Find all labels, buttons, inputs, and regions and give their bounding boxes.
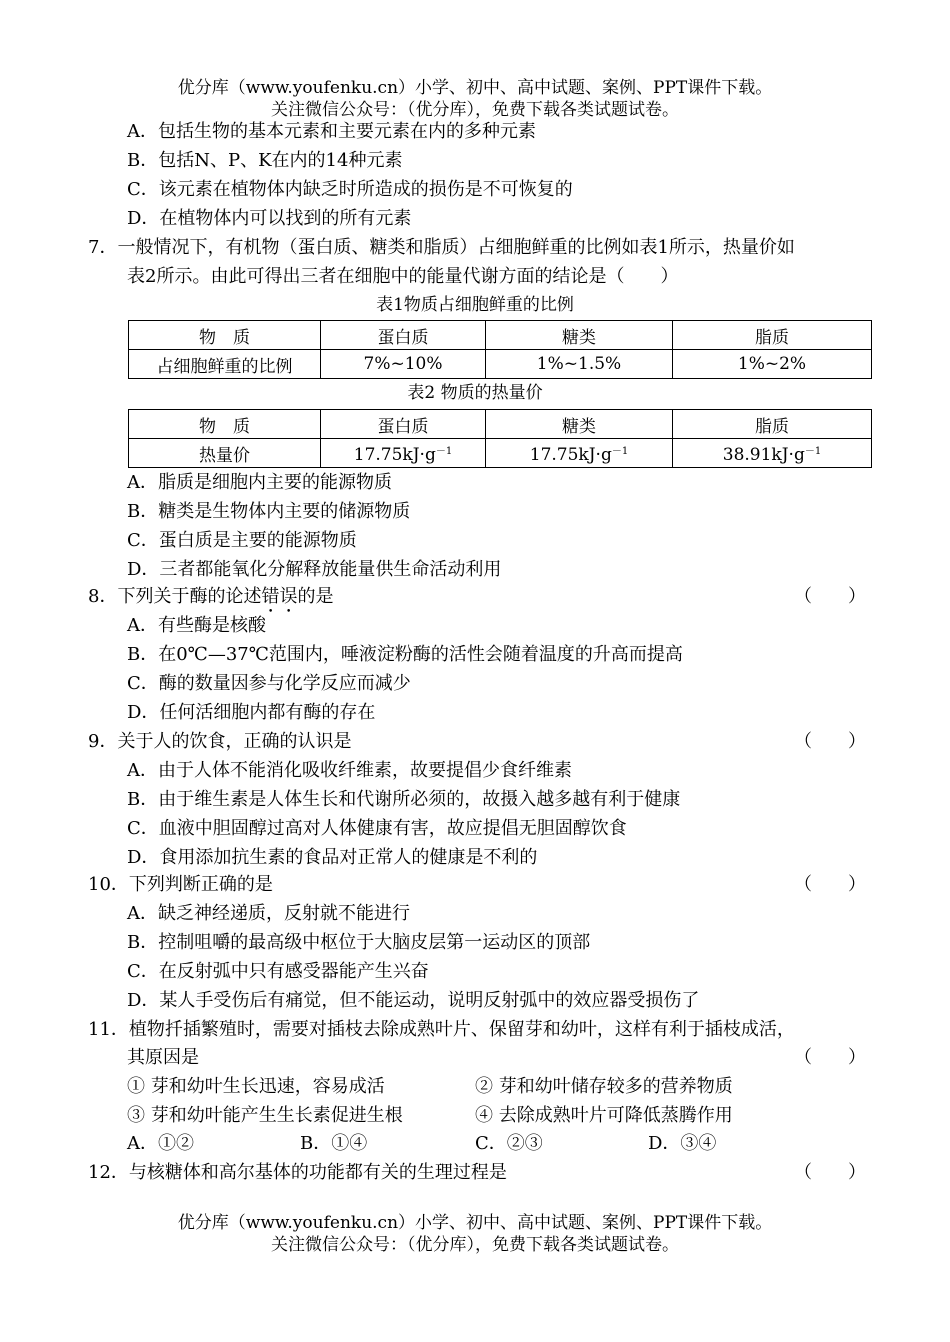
q12-answer-paren: （ ） [794,1162,866,1183]
q11-stem-line-2: 其原因是 [127,1047,199,1068]
table2-cell: 热量价 [129,439,321,468]
table1-caption: 表1物质占细胞鲜重的比例 [376,295,574,315]
q9-option-d: D．食用添加抗生素的食品对正常人的健康是不利的 [127,847,538,868]
q10-option-d: D．某人手受伤后有痛觉，但不能运动，说明反射弧中的效应器受损伤了 [127,990,700,1011]
table1-header-row [129,321,872,350]
q10-answer-paren: （ ） [794,874,866,895]
q12-stem: 12．与核糖体和高尔基体的功能都有关的生理过程是 [88,1162,507,1183]
q9-option-b: B．由于维生素是人体生长和代谢所必须的，故摄入越多越有利于健康 [127,789,681,810]
table2-value: 17.75kJ·g [353,444,436,465]
q11-reason-4: ④ 去除成熟叶片可降低蒸腾作用 [475,1105,733,1126]
footer-line-2: 关注微信公众号：（优分库），免费下载各类试题试卷。 [271,1235,679,1255]
q6-option-c: C．该元素在植物体内缺乏时所造成的损伤是不可恢复的 [127,179,573,200]
q9-stem: 9．关于人的饮食，正确的认识是 [88,731,352,752]
q7-option-a: A．脂质是细胞内主要的能源物质 [127,472,392,493]
table2-header-cell: 糖类 [486,410,673,439]
table2-value: 38.91kJ·g [722,444,805,465]
q11-reason-2: ② 芽和幼叶储存较多的营养物质 [475,1076,733,1097]
q10-option-a: A．缺乏神经递质，反射就不能进行 [127,903,410,924]
q7-option-c: C．蛋白质是主要的能源物质 [127,530,357,551]
q11-stem-line-1: 11．植物扦插繁殖时，需要对插枝去除成熟叶片、保留芽和幼叶，这样有利于插枝成活， [88,1019,795,1040]
table2-value: 17.75kJ·g [529,444,612,465]
q8-option-b: B．在0℃—37℃范围内，唾液淀粉酶的活性会随着温度的升高而提高 [127,644,683,665]
q10-stem: 10．下列判断正确的是 [88,874,273,895]
table2-cell [673,439,872,468]
q11-option-d: D．③④ [648,1133,717,1154]
q11-answer-paren: （ ） [794,1047,866,1068]
q7-option-d: D．三者都能氧化分解释放能量供生命活动利用 [127,559,502,580]
q8-option-a: A．有些酶是核酸 [127,615,266,636]
unit-exponent: －1 [804,445,822,457]
q11-option-b: B．①④ [300,1133,368,1154]
unit-exponent: －1 [435,445,453,457]
table1-header-cell: 糖类 [486,321,673,350]
unit-exponent: －1 [611,445,629,457]
table2-caption: 表2 物质的热量价 [407,383,543,403]
table2-cell [486,439,673,468]
q6-option-a: A．包括生物的基本元素和主要元素在内的多种元素 [127,121,536,142]
q9-option-a: A．由于人体不能消化吸收纤维素，故要提倡少食纤维素 [127,760,572,781]
table2-header-row [129,410,872,439]
q11-option-a: A．①② [127,1133,194,1154]
table2 [128,409,872,468]
table1-cell: 7%~10% [321,350,486,379]
page-header [0,77,950,121]
table1-cell: 1%~2% [673,350,872,379]
q8-option-c: C．酶的数量因参与化学反应而减少 [127,673,411,694]
page-footer [0,1212,950,1256]
header-line-1: 优分库（www.youfenku.cn）小学、初中、高中试题、案例、PPT课件下载。 [177,78,773,98]
header-line-2: 关注微信公众号：（优分库），免费下载各类试题试卷。 [271,100,679,120]
q8-option-d: D．任何活细胞内都有酶的存在 [127,702,376,723]
table1-cell: 1%~1.5% [486,350,673,379]
table1-data-row [129,350,872,379]
q7-stem-line-2: 表2所示。由此可得出三者在细胞中的能量代谢方面的结论是（ ） [127,266,679,287]
table1-header-cell: 物 质 [129,321,321,350]
table2-header-cell: 蛋白质 [321,410,486,439]
q6-option-d: D．在植物体内可以找到的所有元素 [127,208,412,229]
footer-line-1: 优分库（www.youfenku.cn）小学、初中、高中试题、案例、PPT课件下载。 [177,1213,773,1233]
table1-header-cell: 蛋白质 [321,321,486,350]
table1 [128,320,872,379]
table1-header-cell: 脂质 [673,321,872,350]
q11-option-c: C．②③ [475,1133,543,1154]
q10-option-c: C．在反射弧中只有感受器能产生兴奋 [127,961,429,982]
table2-cell [321,439,486,468]
table2-header-cell: 脂质 [673,410,872,439]
q9-option-c: C．血液中胆固醇过高对人体健康有害，故应提倡无胆固醇饮食 [127,818,627,839]
table2-data-row [129,439,872,468]
q7-option-b: B．糖类是生物体内主要的储源物质 [127,501,411,522]
table2-header-cell: 物 质 [129,410,321,439]
q11-reason-3: ③ 芽和幼叶能产生生长素促进生根 [127,1105,403,1126]
q10-option-b: B．控制咀嚼的最高级中枢位于大脑皮层第一运动区的顶部 [127,932,591,953]
q8-answer-paren: （ ） [794,586,866,607]
table1-cell: 占细胞鲜重的比例 [129,350,321,379]
q8-stem-suffix: 的是 [297,586,334,607]
q7-stem-line-1: 7．一般情况下，有机物（蛋白质、糖类和脂质）占细胞鲜重的比例如表1所示，热量价如 [88,237,795,258]
q8-stem-prefix: 8．下列关于酶的论述 [88,586,262,607]
q9-answer-paren: （ ） [794,731,866,752]
q8-emphasis-word: 错误 [261,586,298,607]
q6-option-b: B．包括N、P、K在内的14种元素 [127,150,403,171]
q11-reason-1: ① 芽和幼叶生长迅速，容易成活 [127,1076,385,1097]
